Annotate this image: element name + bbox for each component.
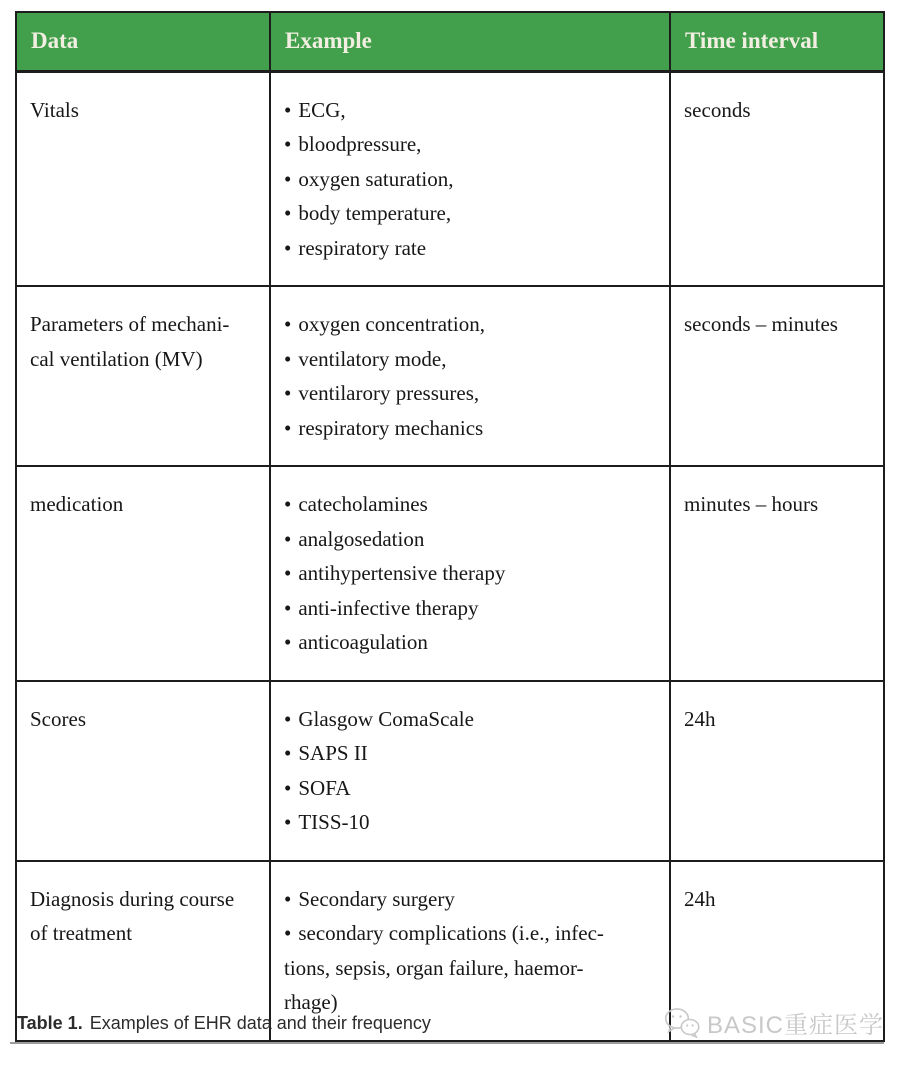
bullet-icon: • (284, 346, 292, 371)
example-bullet-item (284, 487, 656, 522)
example-bullet-item (284, 702, 656, 737)
bullet-icon: • (284, 921, 292, 945)
example-text: bloodpressure, (298, 132, 422, 156)
interval-cell: 24h (670, 681, 884, 861)
example-text: TISS-10 (298, 810, 370, 834)
header-row (16, 12, 884, 71)
example-text: SOFA (298, 775, 351, 800)
bullet-icon: • (284, 526, 292, 551)
table-row (16, 286, 884, 466)
example-text: Glasgow ComaScale (298, 706, 474, 731)
example-cell (270, 71, 670, 286)
bullet-icon: • (284, 132, 292, 156)
data-cell: Vitals (16, 71, 270, 286)
example-bullet-item (284, 376, 656, 411)
bullet-icon: • (284, 706, 292, 731)
bullet-icon: • (284, 97, 292, 122)
example-bullet-item (284, 196, 656, 231)
example-bullet-item (284, 411, 656, 446)
table-header (16, 12, 884, 71)
bullet-icon: • (284, 201, 292, 225)
example-bullet-item (284, 522, 656, 557)
example-text: ECG, (298, 97, 346, 122)
bullet-icon: • (284, 741, 292, 765)
example-text: oxygen concentration, (298, 312, 485, 336)
example-cell (270, 466, 670, 681)
example-text: respiratory mechanics (298, 415, 484, 440)
example-text: secondary complications (i.e., infec- tions, sepsis, organ failure, haemor- rhage) (284, 921, 604, 1014)
example-bullet-item (284, 771, 656, 806)
example-bullet-item (284, 307, 656, 342)
data-cell: Diagnosis during course of treatment (16, 861, 270, 1041)
caption-text: Examples of EHR data and their frequency (89, 1013, 431, 1033)
example-text: respiratory rate (298, 235, 427, 260)
example-bullet-item (284, 882, 656, 917)
watermark-text: BASIC重症医学 (706, 1012, 884, 1039)
example-bullet-item (284, 916, 656, 1020)
example-bullet-item (284, 93, 656, 128)
interval-cell: seconds (670, 71, 884, 286)
data-cell: Parameters of mechani- cal ventilation (MV) (16, 286, 270, 466)
bullet-icon: • (284, 886, 292, 911)
bottom-divider (10, 1042, 884, 1044)
example-bullet-item (284, 127, 656, 162)
data-cell: medication (16, 466, 270, 681)
example-text: anticoagulation (298, 630, 428, 654)
table-row (16, 466, 884, 681)
example-text: anti-infective therapy (298, 595, 479, 620)
example-text: Secondary surgery (298, 886, 455, 911)
bullet-icon: • (284, 810, 292, 834)
bullet-icon: • (284, 775, 292, 800)
bullet-icon: • (284, 595, 292, 620)
caption-label: Table 1. (17, 1013, 83, 1033)
watermark (664, 1005, 884, 1040)
table-body (16, 71, 884, 1041)
example-text: analgosedation (298, 526, 425, 551)
wechat-icon (664, 1007, 700, 1038)
bullet-icon: • (284, 630, 292, 654)
example-bullet-item (284, 591, 656, 626)
table-row (16, 681, 884, 861)
data-cell: Scores (16, 681, 270, 861)
example-bullet-item (284, 556, 656, 591)
table-caption (17, 1011, 431, 1035)
interval-cell: minutes – hours (670, 466, 884, 681)
example-text: oxygen saturation, (298, 166, 454, 191)
bullet-icon: • (284, 415, 292, 440)
example-bullet-item (284, 162, 656, 197)
interval-cell: seconds – minutes (670, 286, 884, 466)
bullet-icon: • (284, 492, 292, 516)
example-text: SAPS II (298, 741, 368, 765)
column-header-example: Example (270, 12, 670, 71)
example-bullet-item (284, 231, 656, 266)
example-text: ventilatory mode, (298, 346, 447, 371)
example-bullet-item (284, 736, 656, 771)
example-text: antihypertensive therapy (298, 561, 506, 585)
bullet-icon: • (284, 166, 292, 191)
column-header-data: Data (16, 12, 270, 71)
ehr-data-table (15, 11, 885, 1042)
example-bullet-item (284, 805, 656, 840)
example-bullet-item (284, 625, 656, 660)
example-text: ventilarory pressures, (298, 381, 480, 405)
example-text: body temperature, (298, 201, 452, 225)
interval-cell: 24h (670, 861, 884, 1041)
bullet-icon: • (284, 561, 292, 585)
example-cell (270, 681, 670, 861)
bullet-icon: • (284, 312, 292, 336)
example-text: catecholamines (298, 492, 428, 516)
example-bullet-item (284, 342, 656, 377)
table-row (16, 71, 884, 286)
bullet-icon: • (284, 235, 292, 260)
bullet-icon: • (284, 381, 292, 405)
column-header-time-interval: Time interval (670, 12, 884, 71)
example-cell (270, 286, 670, 466)
